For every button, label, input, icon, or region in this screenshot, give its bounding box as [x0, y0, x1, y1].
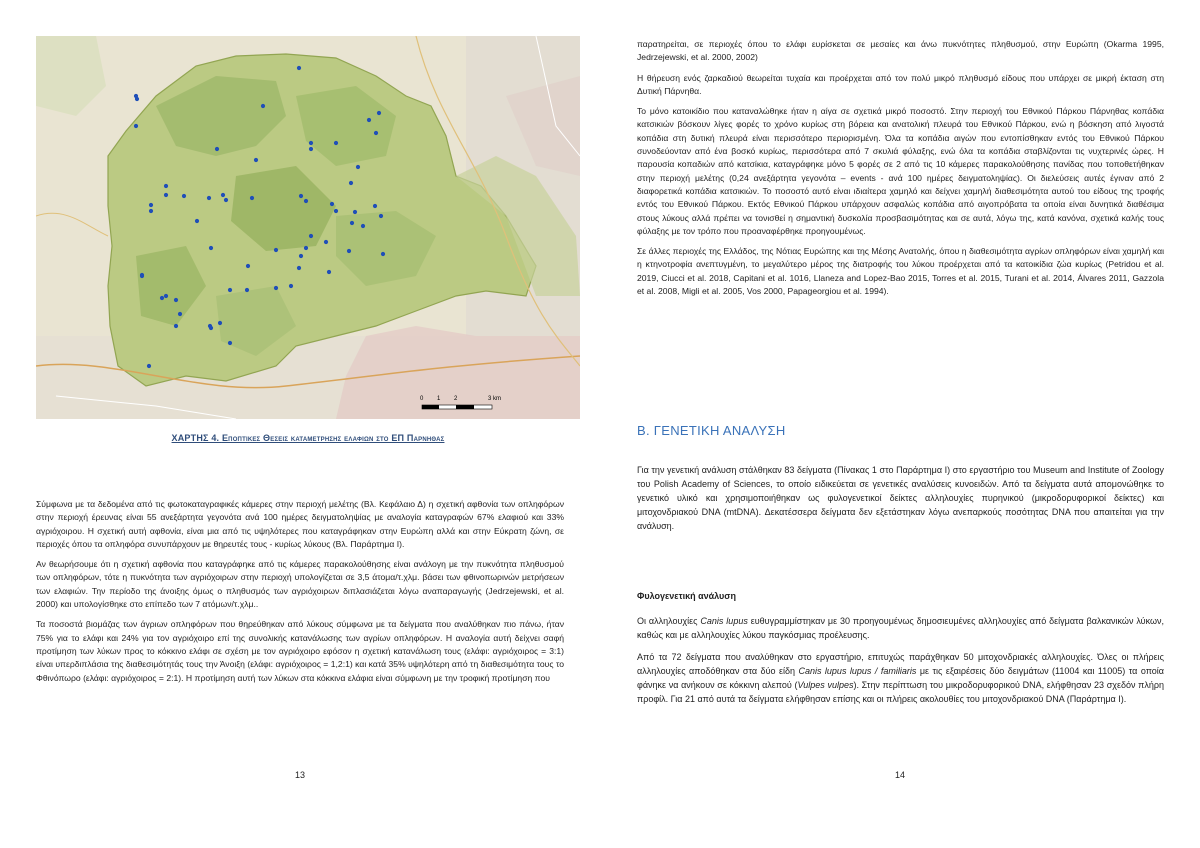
observation-point	[215, 147, 219, 151]
paragraph: Για την γενετική ανάλυση στάλθηκαν 83 δείγματα (Πίνακας 1 στο Παράρτημα Ι) στο εργαστήριο του Museum and Institute of Zoology του Polish Academy of Sciences, το οποίο ειδικεύεται σε γενετικές αναλύσεις κυνοειδών. Από τα δείγματα αυτά απομονώθηκε το γενετικό υλικό και χρησιμοποιήθηκαν ως φυλογενετικοί δείκτες αλληλουχίες πυρηνικού (μικροδορυφορικοί δείκτες) και μιτοχονδριακού DNA (mtDNA). Δεκατέσσερα δείγματα δεν εξετάστηκαν λόγω ανεπαρκούς ποσότητας DNA που απαιτείται για την ανάλυση.	[637, 465, 1164, 531]
observation-point	[254, 158, 258, 162]
observation-point	[209, 246, 213, 250]
observation-point	[334, 209, 338, 213]
page-right	[600, 0, 1200, 848]
observation-point	[224, 198, 228, 202]
observation-point	[356, 165, 360, 169]
species-name: Vulpes vulpes	[797, 680, 854, 690]
observation-point	[261, 104, 265, 108]
observation-point	[297, 266, 301, 270]
observation-point	[347, 249, 351, 253]
text-run: με τις εξαιρέσεις δύο δειγμάτων (11004 και 11005) τα οποία φάνηκε να ανήκουν σε κόκκινη αλεπού (	[637, 666, 1165, 690]
observation-point	[379, 214, 383, 218]
paragraph	[637, 614, 1164, 642]
observation-point	[299, 254, 303, 258]
text-run: Από τα 72 δείγματα που αναλύθηκαν στο εργαστήριο, επιτυχώς παράχθηκαν 50 μιτοχονδριακές αλληλουχίες. Όλες οι πλήρεις αλληλουχίες αποδόθηκαν στα δύο είδη	[637, 652, 1164, 676]
observation-point	[374, 131, 378, 135]
observation-point	[327, 270, 331, 274]
right-top-text	[637, 38, 1164, 305]
page-number: 14	[894, 770, 905, 780]
species-name: Canis lupus lupus / familiaris	[798, 666, 917, 676]
left-body-text	[36, 498, 564, 692]
observation-point	[134, 124, 138, 128]
observation-point	[164, 184, 168, 188]
observation-point	[304, 199, 308, 203]
genetic-analysis-text	[637, 463, 1164, 533]
observation-point	[164, 193, 168, 197]
observation-point	[309, 147, 313, 151]
observation-point	[178, 312, 182, 316]
observation-point	[334, 141, 338, 145]
observation-point	[367, 118, 371, 122]
observation-point	[250, 196, 254, 200]
observation-point	[245, 288, 249, 292]
observation-point	[299, 194, 303, 198]
map-caption	[36, 433, 580, 443]
observation-point	[361, 224, 365, 228]
paragraph	[637, 650, 1164, 706]
observation-point	[274, 286, 278, 290]
caption-prefix: ΧΑΡΤΗΣ 4.	[171, 433, 222, 443]
observation-point	[140, 274, 144, 278]
paragraph: παρατηρείται, σε περιοχές όπου το ελάφι ευρίσκεται σε μεσαίες και άνω πυκνότητες πληθυσμού, στην Ευρώπη (Okarma 1995, Jedrzejewski, et al. 2000, 2002)	[637, 39, 1164, 63]
observation-point	[207, 196, 211, 200]
caption-text: Εποπτικες Θεσεις καταμετρησης ελαφιων στο ΕΠ Παρνηθας	[221, 433, 445, 443]
observation-point	[297, 66, 301, 70]
observation-point	[174, 298, 178, 302]
observation-point	[246, 264, 250, 268]
paragraph: Το μόνο κατοικίδιο που καταναλώθηκε ήταν η αίγα σε σχετικά μικρό ποσοστό. Στην περιοχή του Εθνικού Πάρκου Πάρνηθας κοπάδια κατσικιών βόσκουν λίγες φορές το χρόνο κυρίως στη βόρεια και ανατολική πλευρά του Εθνικού Πάρκου, ενώ η βόσκηση από λιγοστά κοπάδια στη δυτική πλευρά είναι περισσότερο περιορισμένη. Όλα τα κοπάδια αιγών που εντοπίσθηκαν εντός του Εθνικού Πάρκου συνοδεύονταν από ένα βοσκό κυρίως, περισσότερα από 7 σκυλιά φύλαξης, ενώ όλα τα κοπάδια σταβλίζονται τις νυχτερινές ώρες. Η παρουσία κοπαδιών από κατσίκια, καταγράφηκε μόνο 5 φορές σε 2 από τις 10 κάμερες παρακολούθησης πανίδας που τοποθετήθηκαν στην περιοχή μελέτης (0,24 ανεξάρτητα γεγονότα – events - ανά 100 ημέρες δειγματοληψίας). Οι διελεύσεις αυτές έγιναν από 2 διαφορετικά κοπάδια κατσικιών. Το ποσοστό αυτό είναι ιδιαίτερα χαμηλό και δείχνει χαμηλή διαθεσιμότητα αυτού του είδους της τροφής εντός του Εθνικού Πάρκου. Εκτός Εθνικού Πάρκου υπάρχουν ασφαλώς κοπάδια από αιγοπρόβατα τα οποία είναι δυνητικά διαθέσιμα στους λύκους αλλά πρέπει να τονισθεί η σημαντική δυσκολία προσβασιμότητας και σε αυτά, λόγω της, κατά κανόνα, σχετικά καλής τους φύλαξης με τον τρόπο που προαναφέρθηκε προηγουμένως.	[637, 106, 1164, 236]
observation-point	[164, 294, 168, 298]
observation-point	[135, 97, 139, 101]
observation-point	[377, 111, 381, 115]
text-run: ). Στην περίπτωση του μικροδορυφορικού DNA, ελήφθησαν 23 σχεδόν πλήρη προφίλ. Για 21 από αυτά τα δείγματα ελήφθησαν επίσης και οι πλήρεις ακολουθίες του μιτοχονδριακού DNA (Παράρτημα Ι).	[637, 680, 1164, 704]
paragraph: Η θήρευση ενός ζαρκαδιού θεωρείται τυχαία και προέρχεται από τον πολύ μικρό πληθυσμό είδους που υπάρχει σε μικρή έκταση στη Δυτική Πάρνηθα.	[637, 72, 1164, 96]
observation-point	[209, 326, 213, 330]
page-number: 13	[294, 770, 305, 780]
observation-point	[309, 141, 313, 145]
observation-point	[353, 210, 357, 214]
observation-point	[149, 209, 153, 213]
observation-point	[174, 324, 178, 328]
observation-point	[274, 248, 278, 252]
observation-point	[160, 296, 164, 300]
scale-label-1: 1	[437, 396, 441, 402]
observation-point	[349, 181, 353, 185]
observation-point	[304, 246, 308, 250]
observation-point	[350, 221, 354, 225]
paragraph: Αν θεωρήσουμε ότι η σχετική αφθονία που καταγράφηκε από τις κάμερες παρακολούθησης είναι ανάλογη με την πυκνότητα πληθυσμού των οπληφόρων, τότε η πυκνότητα των αγριόχοιρων στην περιοχή υπολογίζεται σε 3,5 άτομα/τ.χλμ. βάσει των φθινοπωρινών μετρήσεων των ελαφιών. Την περίοδο της άνοιξης όμως ο πληθυσμός των αγριόχοιρων διπλασιάζεται λόγω αναπαραγωγής (Jedrzejewski, et al. 2000) και υπολογίσθηκε στο επίπεδο των 7 ατόμων/τ.χλμ..	[36, 559, 564, 610]
observation-point	[182, 194, 186, 198]
observation-point	[228, 341, 232, 345]
paragraph: Τα ποσοστά βιομάζας των άγριων οπληφόρων που θηρεύθηκαν από λύκους σύμφωνα με τα δείγματα που αναλύθηκαν πιο πάνω, ήταν 75% για το ελάφι και 24% για τον αγριόχοιρο επί της συνολικής κατανάλωσης των αγρίων οπληφόρων. Η αναλογία αυτή δείχνει σαφή προτίμηση των λύκων προς το κόκκινο ελάφι σε σχέση με τον αγριόχοιρο εφόσον η σχετική κατανάλωση τους (ελάφι: αγριόχοιρος = 3:1) είναι υπερδιπλάσια της διαθεσιμότητάς τους την Άνοιξη (ελάφι: αγριόχοιρος = 1,2:1) και κατά 35% υψηλότερη από τη διαθεσιμότητα τους το Φθινόπωρο (ελάφι: αγριόχοιρος = 2:1). Η προτίμηση αυτή των λύκων στα κόκκινα ελάφια είναι σύμφωνη με την τροφική προτίμηση που	[36, 619, 564, 683]
deer-survey-map	[36, 36, 580, 419]
text-run: ευθυγραμμίστηκαν με 30 προηγουμένως δημοσιευμένες αλληλουχίες από δείγματα βαλκανικών λύκων, καθώς και με αλληλουχίες λύκου παγκόσμιας προέλευσης.	[637, 616, 1164, 640]
observation-point	[330, 202, 334, 206]
species-name: Canis lupus	[700, 616, 748, 626]
observation-point	[289, 284, 293, 288]
observation-point	[195, 219, 199, 223]
observation-point	[373, 204, 377, 208]
section-heading: Β. ΓΕΝΕΤΙΚΗ ΑΝΑΛΥΣΗ	[637, 423, 786, 438]
observation-point	[324, 240, 328, 244]
paragraph: Σύμφωνα με τα δεδομένα από τις φωτοκαταγραφικές κάμερες στην περιοχή μελέτης (Βλ. Κεφάλαιο Δ) η σχετική αφθονία των οπληφόρων στην περιοχή έρευνας είναι 55 ανεξάρτητα γεγονότα ανά 100 ημέρες δειγματοληψίας με αναλογία καταγραφών 67% ελαφιού και 33% αγριόχοιρου. Η σχετική αυτή αφθονία, είναι μια από τις υψηλότερες που καταγράφηκαν στην Ευρώπη αλλά και στην Εύκρατη ζώνη, σε περιοχές όπου τα οπληφόρα συνυπάρχουν με θηρευτές τους - κυρίως λύκους (Βλ. Παράρτημα Ι).	[36, 499, 564, 549]
observation-point	[381, 252, 385, 256]
scale-label-3: 3 km	[488, 396, 502, 402]
observation-point	[147, 364, 151, 368]
phylogenetic-text	[637, 614, 1164, 714]
observation-point	[149, 203, 153, 207]
subheading: Φυλογενετική ανάλυση	[637, 591, 736, 601]
paragraph: Σε άλλες περιοχές της Ελλάδος, της Νότιας Ευρώπης και της Μέσης Ανατολής, όπου η διαθεσιμότητα αγρίων οπληφόρων είναι χαμηλή και η κτηνοτροφία ανεπτυγμένη, το μεγαλύτερο μέρος της διατροφής του λύκου προέρχεται από τα κατοικίδια ζώα κυρίως (Petridou et al. 2019, Ciucci et al. 2018, Capitani et al. 1016, Llaneza and Lopez-Bao 2015, Torres et al. 2015, Turani et al. 2014, Álvares 2011, Gazzola et al. 2008, Migli et al. 2005, Vos 2000, Papageorgiou et al. 1994).	[637, 246, 1164, 297]
scale-label-0: 0	[420, 396, 424, 402]
text-run: Οι αλληλουχίες	[637, 616, 701, 626]
observation-point	[228, 288, 232, 292]
observation-point	[309, 234, 313, 238]
observation-point	[221, 193, 225, 197]
scale-label-2: 2	[454, 396, 458, 402]
observation-point	[218, 321, 222, 325]
